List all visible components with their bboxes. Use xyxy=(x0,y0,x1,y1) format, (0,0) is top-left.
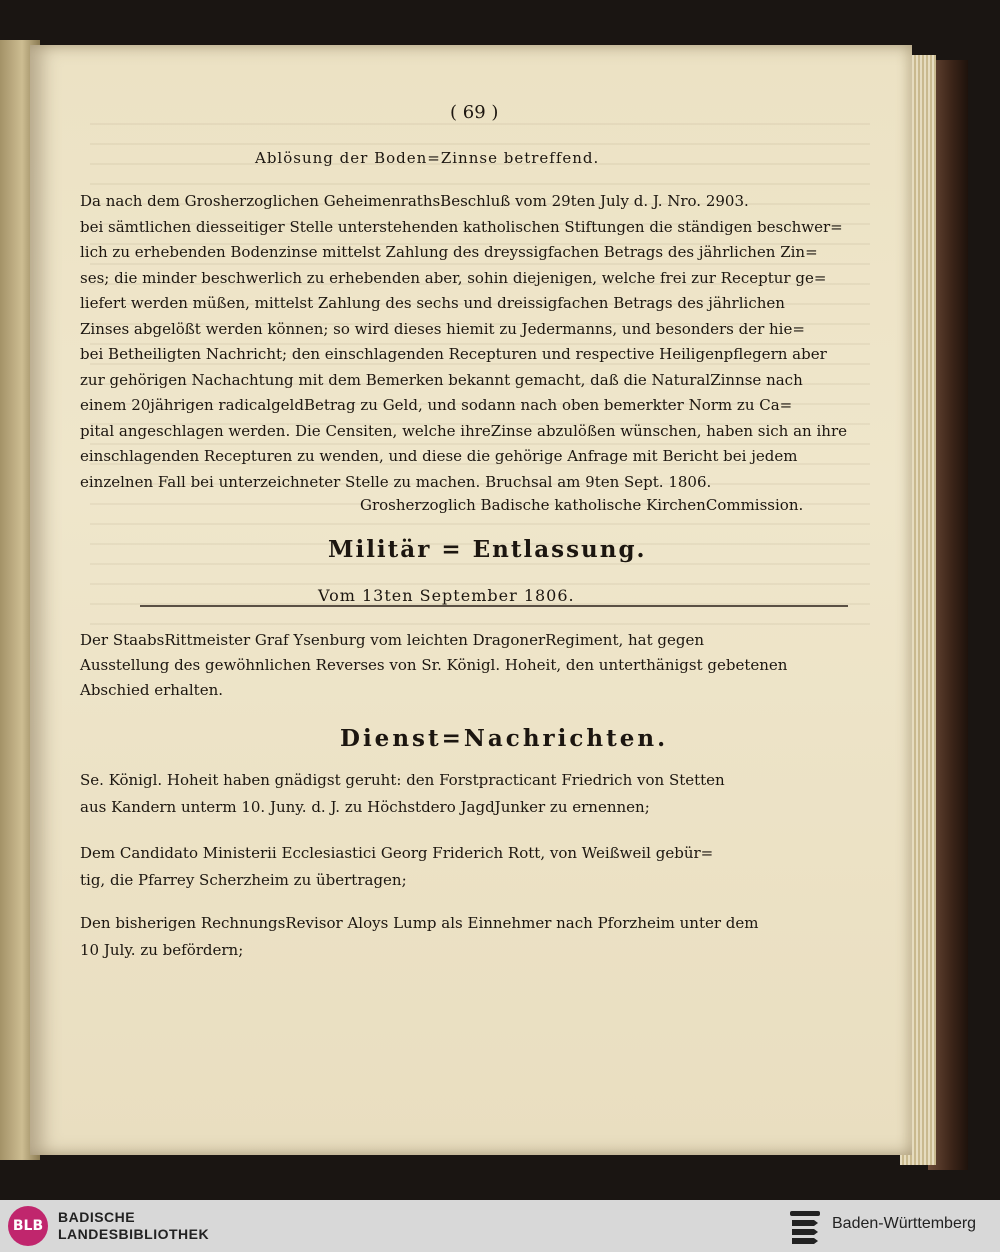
text-line: Den bisherigen RechnungsRevisor Aloys Lump als Einnehmer nach Pforzheim unter dem xyxy=(80,914,759,932)
blb-logo[interactable]: BLB xyxy=(8,1206,48,1246)
divider-rule xyxy=(140,605,848,607)
date-line: Vom 13ten September 1806. xyxy=(318,586,575,605)
section-heading-dienst: Dienst=Nachrichten. xyxy=(340,725,669,752)
text-line: einem 20jährigen radicalgeldBetrag zu Geld, und sodann nach oben bemerkter Norm zu Ca= xyxy=(80,396,793,414)
text-line: Se. Königl. Hoheit haben gnädigst geruht: den Forstpracticant Friedrich von Stetten xyxy=(80,771,725,789)
text-line: Ausstellung des gewöhnlichen Reverses von Sr. Königl. Hoheit, den unterthänigst gebetenen xyxy=(80,656,788,674)
text-line: zur gehörigen Nachachtung mit dem Bemerken bekannt gemacht, daß die NaturalZinnse nach xyxy=(80,370,803,389)
section-heading-bodenzinnse: Ablösung der Boden=Zinnse betreffend. xyxy=(255,149,600,167)
text-line: Abschied erhalten. xyxy=(80,681,224,699)
text-line: lich zu erhebenden Bodenzinse mittelst Zahlung des dreyssigfachen Betrags des jährlichen Zin= xyxy=(80,243,818,261)
text-line: aus Kandern unterm 10. Juny. d. J. zu Höchstdero JagdJunker zu ernennen; xyxy=(80,798,650,816)
text-line: liefert werden müßen, mittelst Zahlung des sechs und dreissigfachen Betrags des jährlichen xyxy=(80,294,785,312)
footer-bar xyxy=(0,1200,1000,1252)
baden-wuerttemberg-lions-icon[interactable] xyxy=(788,1208,822,1244)
blb-name[interactable] xyxy=(58,1209,209,1243)
dienst-paragraph xyxy=(80,840,872,894)
section-heading-militaer: Militär = Entlassung. xyxy=(328,536,647,563)
text-line: einschlagenden Recepturen zu wenden, und diese die gehörige Anfrage mit Bericht bei jedem xyxy=(80,447,798,465)
blb-name-line1: BADISCHE xyxy=(58,1209,136,1225)
dienst-paragraph xyxy=(80,910,872,964)
dienst-paragraph xyxy=(80,767,872,821)
text-line: Dem Candidato Ministerii Ecclesiastici Georg Friderich Rott, von Weißweil gebür= xyxy=(80,844,714,862)
text-line: bei Betheiligten Nachricht; den einschlagenden Recepturen und respective Heiligenpflegern aber xyxy=(80,345,827,363)
signature-commission: Grosherzoglich Badische katholische KirchenCommission. xyxy=(360,496,804,514)
text-line: bei sämtlichen diesseitiger Stelle unterstehenden katholischen Stiftungen die ständigen beschwer= xyxy=(80,217,843,236)
text-line: einzelnen Fall bei unterzeichneter Stelle zu machen. Bruchsal am 9ten Sept. 1806. xyxy=(80,472,712,491)
section-body-bodenzinnse xyxy=(80,189,872,495)
blb-name-line2: LANDESBIBLIOTHEK xyxy=(58,1226,210,1242)
text-line: tig, die Pfarrey Scherzheim zu übertragen; xyxy=(80,871,407,889)
text-line: Da nach dem Grosherzoglichen GeheimenrathsBeschluß vom 29ten July d. J. Nro. 2903. xyxy=(80,192,749,210)
text-line: Der StaabsRittmeister Graf Ysenburg vom leichten DragonerRegiment, hat gegen xyxy=(80,631,705,649)
text-line: 10 July. zu befördern; xyxy=(80,941,244,959)
page-number: ( 69 ) xyxy=(450,102,499,123)
section-body-militaer xyxy=(80,628,872,703)
document-page xyxy=(30,45,912,1155)
text-line: Zinses abgelößt werden können; so wird dieses hiemit zu Jedermanns, und besonders der hie= xyxy=(80,319,805,338)
bw-name[interactable]: Baden-Württemberg xyxy=(832,1215,977,1232)
text-line: pital angeschlagen werden. Die Censiten, welche ihreZinse abzulößen wünschen, haben sich an ihre xyxy=(80,421,847,440)
text-line: ses; die minder beschwerlich zu erhebenden aber, sohin diejenigen, welche frei zur Receptur ge= xyxy=(80,268,827,287)
